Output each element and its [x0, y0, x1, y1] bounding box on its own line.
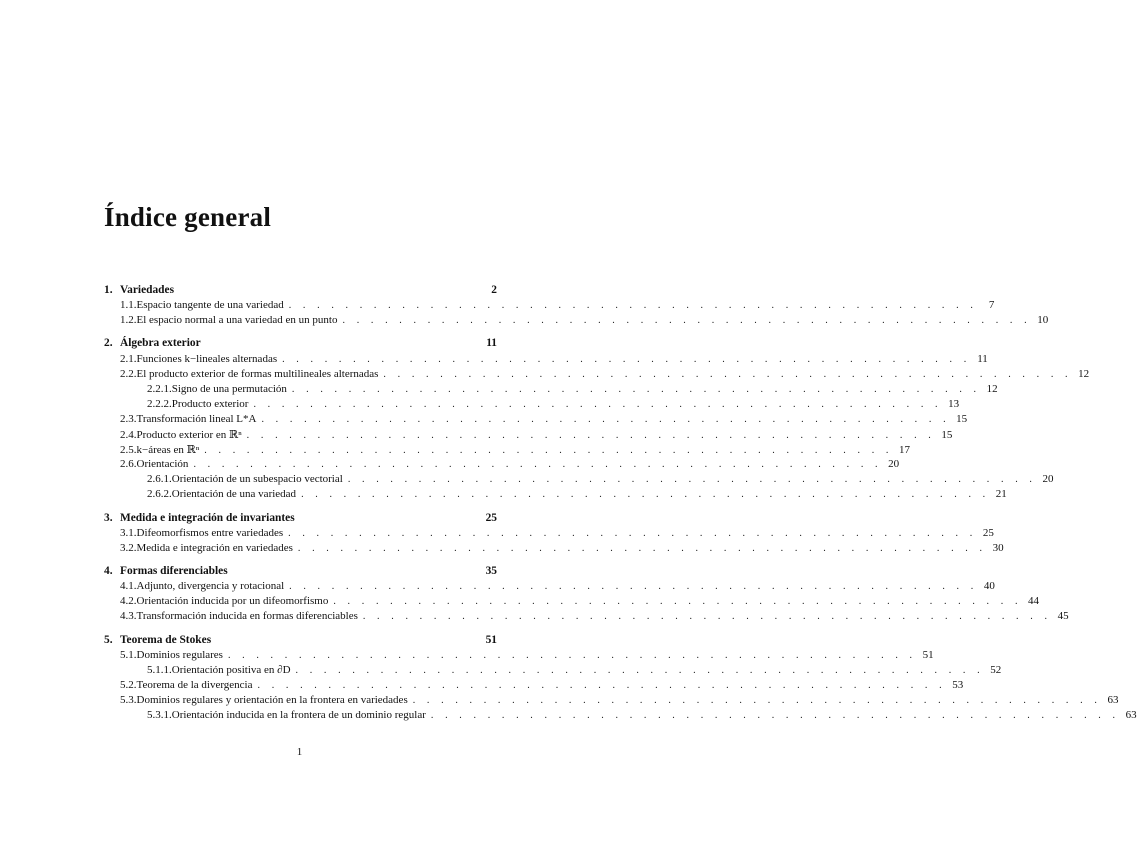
toc-entry-title: Difeomorfismos entre variedades — [136, 526, 284, 539]
toc-chapter-row[interactable] — [104, 512, 497, 527]
toc-entry-title: Orientación inducida por un difeomorfismo — [136, 595, 329, 608]
toc-entry-number: 3. — [104, 511, 113, 524]
toc-entry-page: 21 — [995, 488, 1007, 501]
toc-entry-page: 12 — [986, 382, 998, 395]
toc-entry-page: 25 — [982, 526, 994, 539]
toc-entry-page: 53 — [952, 679, 964, 691]
toc-entry-number: 1.1. — [120, 299, 137, 312]
toc-entry-title: Espacio tangente de una variedad — [136, 299, 284, 312]
toc-entry-title: Orientación de un subespacio vectorial — [171, 473, 343, 486]
toc-entry-page: 63 — [1107, 694, 1119, 707]
toc-entry-title: El espacio normal a una variedad en un punto — [136, 314, 338, 327]
table-of-contents — [104, 284, 1137, 732]
toc-subsection-row[interactable] — [104, 473, 1054, 488]
dot-leader — [408, 695, 1102, 706]
toc-entry-number: 1.2. — [120, 314, 137, 327]
toc-entry-number: 5. — [104, 633, 113, 646]
dot-leader — [242, 430, 936, 441]
toc-entry-page: 45 — [1057, 610, 1069, 623]
toc-entry-title: Orientación de una variedad — [171, 488, 297, 501]
toc-entry-number: 2. — [104, 337, 113, 350]
toc-entry-number: 2.1. — [120, 352, 137, 365]
toc-chapter-row[interactable] — [104, 284, 497, 299]
toc-section-row[interactable] — [104, 299, 995, 314]
dot-leader — [188, 459, 882, 470]
toc-chapter — [104, 337, 1090, 503]
toc-entry-number: 2.4. — [120, 429, 137, 442]
toc-subsection-row[interactable] — [104, 663, 1002, 679]
toc-entry-title: Dominios regulares — [136, 648, 223, 661]
toc-entry-number: 2.2. — [120, 367, 137, 380]
toc-subsection-row[interactable] — [104, 709, 1137, 724]
toc-entry-page: 51 — [922, 648, 934, 661]
toc-entry-title: Teorema de Stokes — [120, 633, 212, 646]
toc-entry-title: Producto exterior — [171, 397, 249, 410]
toc-entry-page: 11 — [977, 352, 988, 365]
toc-entry-title: Variedades — [120, 284, 175, 296]
toc-section-row[interactable] — [104, 314, 1049, 329]
toc-section-row[interactable] — [104, 679, 964, 694]
toc-entry-title: Orientación inducida en la frontera de un dominio regular — [171, 709, 426, 722]
footer-page-number: 1 — [296, 746, 303, 758]
toc-entry-title: El producto exterior de formas multilineales alternadas — [136, 367, 379, 380]
toc-entry-number: 4. — [104, 565, 113, 578]
toc-entry-title: Orientación positiva en ∂D — [171, 663, 291, 676]
toc-entry-page: 35 — [485, 565, 497, 578]
toc-chapter-row[interactable] — [104, 565, 497, 580]
toc-entry-title: Formas diferenciables — [120, 565, 228, 578]
toc-entry-page: 63 — [1125, 709, 1137, 722]
dot-leader — [277, 354, 971, 365]
toc-entry-title: Signo de una permutación — [171, 382, 287, 395]
dot-leader — [283, 528, 977, 539]
toc-entry-number: 2.6. — [120, 458, 137, 471]
toc-section-row[interactable] — [104, 458, 900, 473]
toc-entry-number: 2.3. — [120, 412, 137, 425]
dot-leader — [248, 399, 942, 410]
toc-entry-number: 5.1.1. — [147, 663, 172, 676]
toc-entry-title: Teorema de la divergencia — [136, 679, 253, 691]
toc-chapter-row[interactable] — [104, 634, 497, 649]
toc-section-row[interactable] — [104, 541, 1004, 557]
toc-section-row[interactable] — [104, 580, 995, 595]
dot-leader — [343, 474, 1037, 485]
toc-entry-page: 44 — [1028, 595, 1040, 608]
toc-entry-number: 3.1. — [120, 526, 137, 539]
toc-section-row[interactable] — [104, 694, 1119, 709]
toc-entry-number: 2.5. — [120, 444, 137, 457]
toc-entry-title: Orientación — [136, 458, 189, 471]
toc-entry-title: Producto exterior en ℝⁿ — [136, 429, 242, 442]
toc-chapter-row[interactable] — [104, 337, 497, 352]
toc-entry-page: 40 — [983, 580, 995, 593]
dot-leader — [328, 596, 1022, 607]
toc-section-row[interactable] — [104, 412, 968, 428]
toc-entry-title: k−áreas en ℝⁿ — [136, 444, 200, 457]
toc-entry-number: 4.3. — [120, 610, 137, 623]
toc-chapter — [104, 633, 1137, 725]
toc-entry-page: 7 — [988, 299, 995, 312]
toc-entry-page: 30 — [992, 541, 1004, 554]
toc-entry-title: Dominios regulares y orientación en la frontera en variedades — [136, 694, 408, 707]
toc-subsection-row[interactable] — [104, 397, 960, 413]
toc-entry-number: 4.2. — [120, 595, 137, 608]
dot-leader — [296, 489, 990, 500]
toc-entry-page: 17 — [899, 444, 910, 457]
dot-leader — [291, 665, 985, 676]
toc-chapter — [104, 284, 1049, 329]
toc-entry-page: 20 — [888, 458, 900, 471]
dot-leader — [378, 369, 1072, 380]
dot-leader — [358, 611, 1052, 622]
toc-section-row[interactable] — [104, 648, 934, 664]
toc-entry-number: 2.2.2. — [147, 397, 172, 410]
toc-entry-title: Transformación lineal L*A — [136, 412, 257, 425]
dot-leader — [338, 315, 1032, 326]
toc-entry-number: 5.3. — [120, 694, 137, 707]
toc-entry-title: Funciones k−lineales alternadas — [136, 352, 278, 365]
toc-section-row[interactable] — [104, 367, 1090, 383]
toc-entry-number: 5.3.1. — [147, 709, 172, 722]
toc-entry-number: 2.2.1. — [147, 382, 172, 395]
toc-entry-title: Álgebra exterior — [120, 337, 201, 350]
toc-entry-page: 51 — [485, 633, 497, 646]
toc-entry-number: 2.6.2. — [147, 488, 172, 501]
toc-entry-number: 1. — [104, 284, 113, 296]
toc-chapter — [104, 511, 1004, 557]
toc-entry-page: 25 — [485, 511, 497, 524]
toc-section-row[interactable] — [104, 526, 994, 542]
toc-entry-page: 20 — [1042, 473, 1054, 486]
page-title: Índice general — [104, 202, 272, 232]
toc-section-row[interactable] — [104, 428, 953, 443]
toc-entry-number: 4.1. — [120, 580, 137, 593]
dot-leader — [426, 710, 1120, 721]
dot-leader — [253, 680, 947, 691]
toc-entry-page: 2 — [491, 284, 497, 296]
toc-entry-page: 13 — [948, 397, 960, 410]
dot-leader — [287, 384, 981, 395]
dot-leader — [284, 581, 978, 592]
toc-entry-title: Transformación inducida en formas diferenciables — [136, 610, 358, 623]
toc-chapter — [104, 565, 1069, 625]
toc-section-row[interactable] — [104, 610, 1069, 625]
toc-entry-number: 3.2. — [120, 541, 137, 554]
toc-entry-number: 5.2. — [120, 679, 137, 691]
toc-entry-number: 5.1. — [120, 648, 137, 661]
toc-entry-page: 15 — [941, 429, 953, 442]
dot-leader — [256, 414, 950, 425]
toc-entry-title: Medida e integración de invariantes — [120, 511, 295, 524]
toc-entry-page: 15 — [956, 412, 968, 425]
toc-entry-page: 11 — [486, 337, 497, 350]
toc-subsection-row[interactable] — [104, 488, 1007, 503]
toc-entry-title: Adjunto, divergencia y rotacional — [136, 580, 285, 593]
toc-entry-page: 10 — [1037, 314, 1049, 327]
toc-entry-number: 2.6.1. — [147, 473, 172, 486]
dot-leader — [284, 300, 978, 311]
toc-entry-title: Medida e integración en variedades — [136, 541, 293, 554]
toc-section-row[interactable] — [104, 352, 988, 368]
toc-entry-page: 12 — [1078, 367, 1090, 380]
toc-subsection-row[interactable] — [104, 382, 998, 398]
dot-leader — [223, 650, 917, 661]
toc-section-row[interactable] — [104, 595, 1040, 610]
dot-leader — [199, 445, 893, 456]
toc-entry-page: 52 — [990, 663, 1002, 676]
dot-leader — [293, 543, 987, 554]
toc-section-row[interactable] — [104, 443, 910, 458]
